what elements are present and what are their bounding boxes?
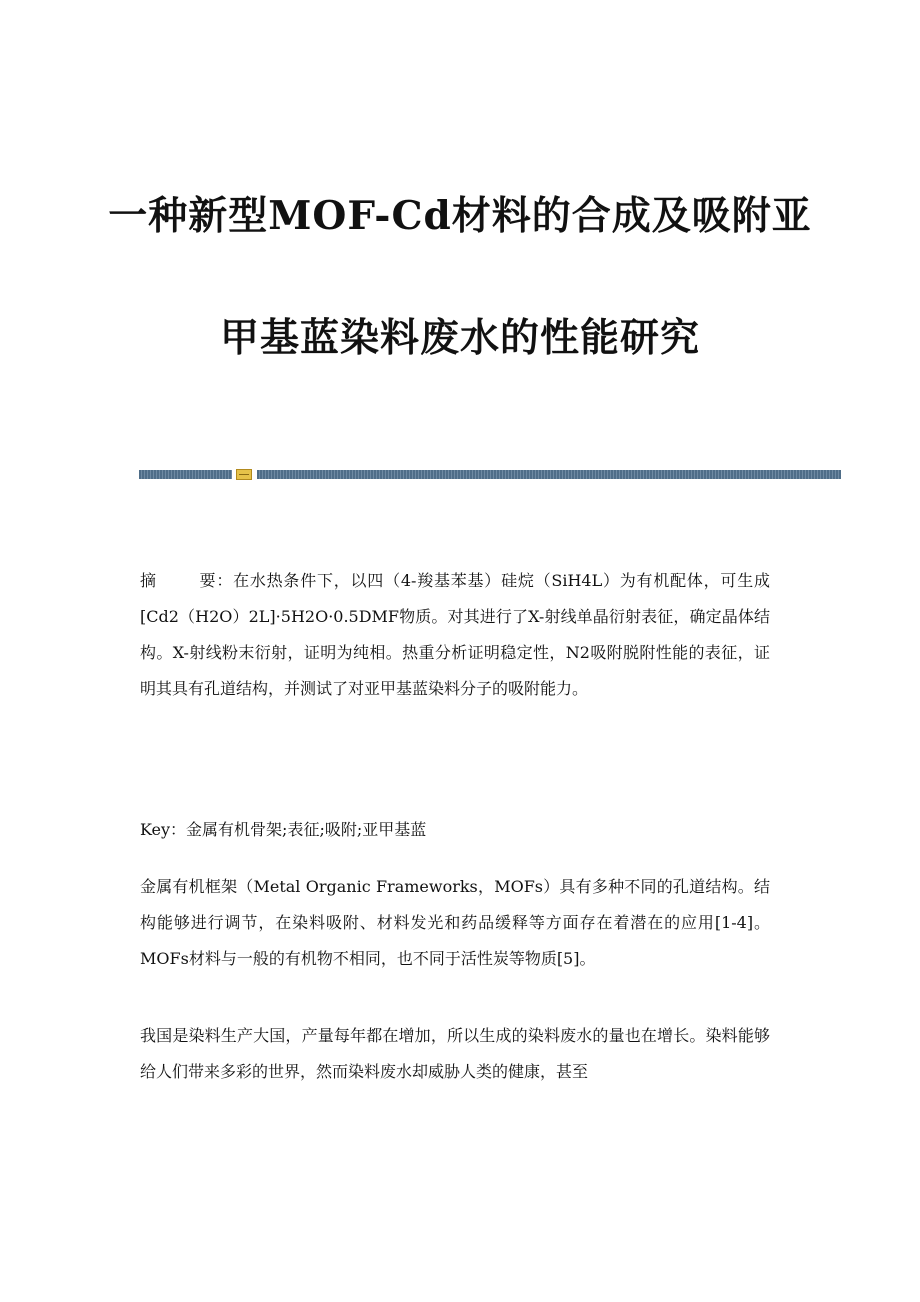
keywords (140, 812, 770, 848)
paper-title-line-1: 一种新型MOF-Cd材料的合成及吸附亚 (108, 193, 812, 239)
body-paragraph-1: 金属有机框架（Metal Organic Frameworks，MOFs）具有多种不同的孔道结构。结构能够进行调节，在染料吸附、材料发光和药品缓释等方面存在着潜在的应用[1-4]。MOFs材料与一般的有机物不相同，也不同于活性炭等物质[5]。 (140, 877, 770, 968)
title-divider-left (139, 470, 232, 479)
divider-emblem-icon (236, 469, 252, 480)
keywords-label: Key： (140, 820, 187, 839)
body-paragraph-2: 我国是染料生产大国，产量每年都在增加，所以生成的染料废水的量也在增长。染料能够给人们带来多彩的世界，然而染料废水却威胁人类的健康，甚至 (140, 1026, 770, 1081)
paper-title-line-2: 甲基蓝染料废水的性能研究 (219, 315, 700, 361)
abstract-label-char-1: 摘 (140, 571, 157, 590)
abstract (140, 563, 770, 707)
title-divider-right (257, 470, 841, 479)
abstract-text: 在水热条件下，以四（4-羧基苯基）硅烷（SiH4L）为有机配体，可生成[Cd2（H2O）2L]·5H2O·0.5DMF物质。对其进行了X-射线单晶衍射表征，确定晶体结构。X-射线粉末衍射，证明为纯相。热重分析证明稳定性，N2吸附脱附性能的表征，证明其具有孔道结构，并测试了对亚甲基蓝染料分子的吸附能力。 (140, 571, 770, 698)
abstract-label-char-2: 要： (198, 571, 234, 590)
keywords-text: 金属有机骨架;表征;吸附;亚甲基蓝 (186, 820, 427, 839)
